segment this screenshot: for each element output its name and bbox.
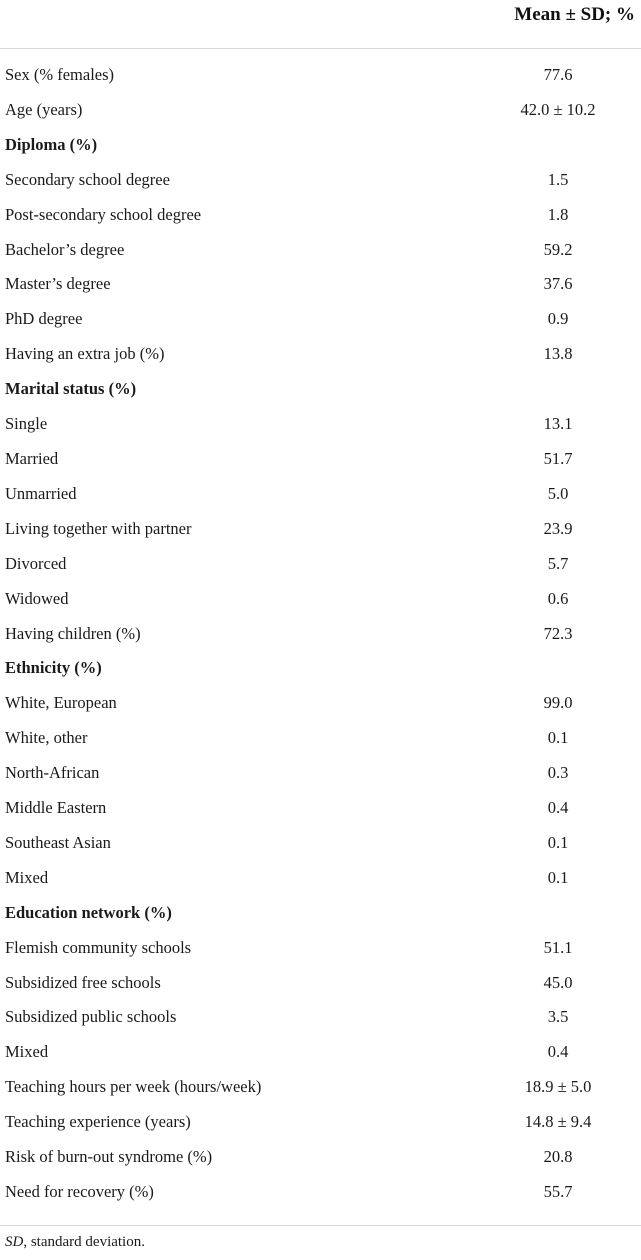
row-value: 0.1 [547,728,569,748]
table-row [0,826,641,861]
row-value: 0.1 [547,832,569,852]
row-value: 55.7 [543,1182,573,1201]
row-label: Having children (%) [5,623,141,643]
table-row [0,1070,641,1105]
table-row [0,861,641,896]
row-label: Flemish community schools [5,937,192,957]
table-row [0,267,641,302]
row-value: 37.6 [543,274,573,294]
table-bottom-rule [0,1225,641,1226]
table-row [0,1175,641,1210]
row-label: PhD degree [5,309,83,329]
section-header-row [0,372,641,407]
table-row [0,93,641,128]
table-row [0,966,641,1001]
section-header-row [0,896,641,931]
row-label: North-African [5,763,100,783]
row-value: 72.3 [543,623,573,643]
row-value: 20.8 [543,1147,573,1167]
row-value: 13.8 [543,344,573,364]
section-header-row [0,128,641,163]
row-label: Teaching experience (years) [5,1112,191,1132]
table-footnote [5,1234,145,1251]
table-row [0,721,641,756]
row-value: 59.2 [543,239,573,259]
row-value: 23.9 [543,518,573,538]
row-value: 42.0 ± 10.2 [520,99,596,119]
row-label: Single [5,414,48,434]
table-row [0,931,641,966]
table-body [0,58,641,1210]
row-value: 0.4 [547,798,569,818]
table-row [0,686,641,721]
column-heading-mean-sd: Mean ± SD; % [514,4,635,25]
table-row [0,1035,641,1070]
row-label: Post-secondary school degree [5,204,202,224]
table-row [0,512,641,547]
row-value: 13.1 [543,414,573,434]
row-label: Sex (% females) [5,65,115,84]
row-value: 0.4 [547,1042,569,1062]
row-label: Education network (%) [5,902,172,922]
row-label: Middle Eastern [5,798,107,818]
row-value: 0.1 [547,867,569,887]
row-label: Having an extra job (%) [5,344,165,364]
row-label: Subsidized public schools [5,1007,177,1027]
table-row [0,1140,641,1175]
table-row [0,791,641,826]
table-row [0,198,641,233]
row-value: 14.8 ± 9.4 [524,1112,592,1132]
table-header [0,0,641,49]
row-label: Marital status (%) [5,379,137,399]
row-value: 5.7 [547,553,569,573]
row-label: Risk of burn-out syndrome (%) [5,1147,213,1167]
row-label: Southeast Asian [5,832,111,852]
row-value: 18.9 ± 5.0 [524,1077,592,1097]
row-label: Unmarried [5,483,77,503]
row-label: White, other [5,728,88,748]
row-label: Widowed [5,588,69,608]
row-label: Subsidized free schools [5,972,161,992]
table-row [0,163,641,198]
row-label: Divorced [5,553,67,573]
table-row [0,1105,641,1140]
row-label: White, European [5,693,117,713]
row-value: 5.0 [547,483,569,503]
row-label: Need for recovery (%) [5,1182,154,1201]
row-value: 51.1 [543,937,573,957]
table-row [0,442,641,477]
row-value: 51.7 [543,448,573,468]
table-row [0,617,641,652]
table-row [0,337,641,372]
footnote-abbreviation: SD [5,1234,24,1250]
row-value: 45.0 [543,972,573,992]
row-value: 3.5 [547,1007,569,1027]
row-label: Mixed [5,867,49,887]
table-row [0,582,641,617]
table-row [0,1000,641,1035]
row-label: Mixed [5,1042,49,1062]
row-value: 0.6 [547,588,569,608]
table-row [0,477,641,512]
row-label: Living together with partner [5,518,192,538]
row-label: Diploma (%) [5,134,98,154]
row-label: Master’s degree [5,274,111,294]
table-row [0,407,641,442]
table-row [0,756,641,791]
row-label: Teaching hours per week (hours/week) [5,1077,262,1097]
footnote-text: , standard deviation. [23,1234,145,1250]
row-label: Bachelor’s degree [5,239,125,259]
row-value: 1.5 [547,169,569,189]
row-value: 0.3 [547,763,569,783]
row-label: Married [5,448,59,468]
row-label: Ethnicity (%) [5,658,102,678]
row-value: 99.0 [543,693,573,713]
table-row [0,233,641,268]
table-row [0,302,641,337]
row-label: Secondary school degree [5,169,170,189]
row-label: Age (years) [5,99,83,119]
row-value: 1.8 [547,204,569,224]
row-value: 77.6 [543,65,573,84]
row-value: 0.9 [547,309,569,329]
table-row [0,58,641,93]
table-row [0,547,641,582]
section-header-row [0,651,641,686]
